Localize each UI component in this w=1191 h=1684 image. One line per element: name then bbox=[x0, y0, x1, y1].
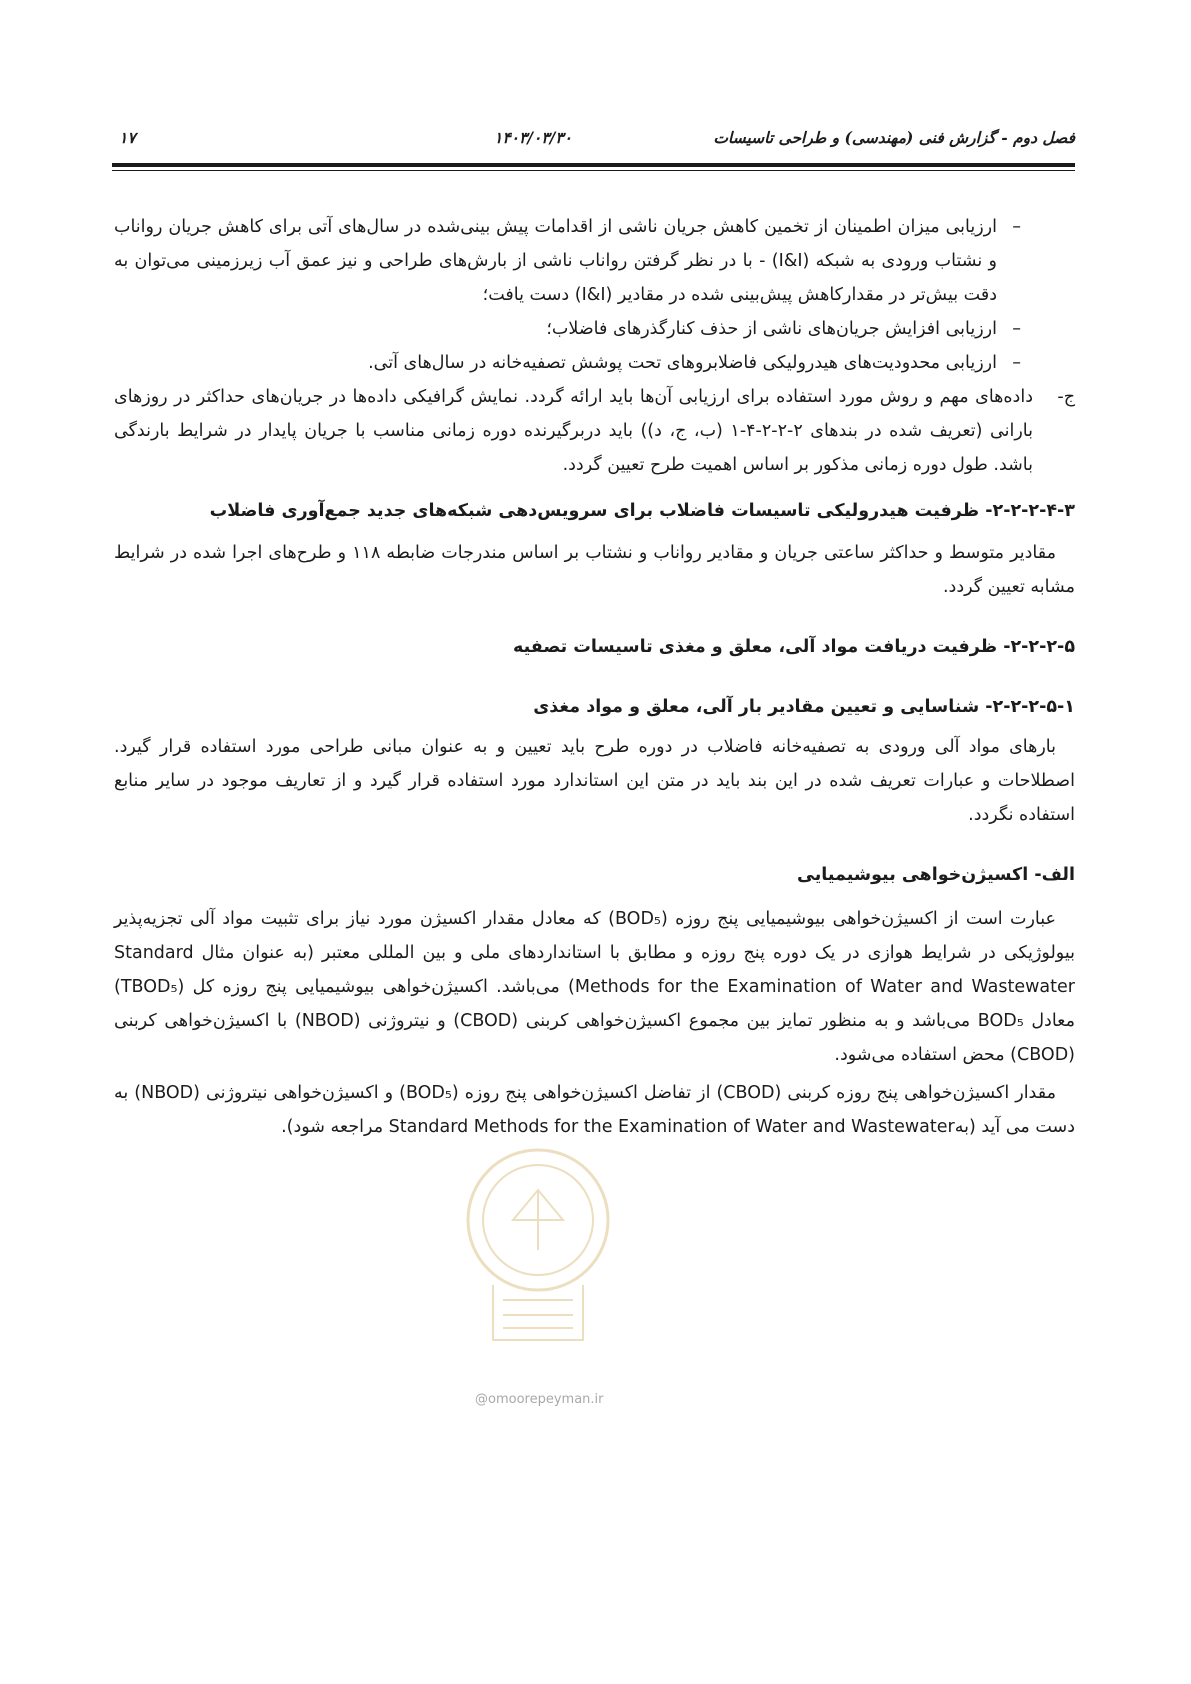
paragraph: مقادیر متوسط و حداکثر ساعتی جریان و مقادیر رواناب و نشتاب بر اساس مندرجات ضابطه ۱۱۸ و طرح‌های اجرا شده در شرایط مشابه تعیین گردد. bbox=[114, 543, 1075, 597]
list-item-text: داده‌های مهم و روش مورد استفاده برای ارزیابی آن‌ها باید ارائه گردد. نمایش گرافیکی داده‌ها در جریان‌های حداکثر در روزهای بارانی (تعریف شده در بندهای ۲-۲-۲-۴-۱ (ب، ج، د)) باید دربرگیرنده دوره زمانی مناسب با جریان پایدار در شرایط بارندگی باشد. طول دوره زمانی مذکور بر اساس اهمیت طرح تعیین گردد. bbox=[114, 387, 1033, 475]
page-header bbox=[112, 128, 1075, 150]
page-number: ۱۷ bbox=[119, 128, 136, 147]
watermark-logo bbox=[443, 1110, 633, 1360]
paragraph: مقدار اکسیژن‌خواهی پنج روزه کربنی (CBOD) از تفاضل اکسیژن‌خواهی پنج روزه (BOD₅) و اکسیژن‌خواهی نیتروژنی (NBOD) به دست می آید (بهStandard Methods for the Examination of Water and Wastewater مراجعه شود). bbox=[114, 1083, 1075, 1137]
dash-marker: – bbox=[1012, 217, 1021, 237]
list-item-text: ارزیابی محدودیت‌های هیدرولیکی فاضلابروهای تحت پوشش تصفیه‌خانه در سال‌های آتی. bbox=[368, 353, 997, 373]
dash-marker: – bbox=[1012, 319, 1021, 339]
watermark-url: @omoorepeyman.ir bbox=[475, 1392, 604, 1407]
dash-marker: – bbox=[1012, 353, 1021, 373]
header-date: ۱۴۰۳/۰۳/۳۰ bbox=[494, 128, 572, 147]
header-rule-thin bbox=[112, 170, 1075, 171]
list-item bbox=[114, 312, 1075, 346]
paragraph: بارهای مواد آلی ورودی به تصفیه‌خانه فاضلاب در دوره طرح باید تعیین و به عنوان مبانی طراحی مورد استفاده قرار گیرد. اصطلاحات و عبارات تعریف شده در این بند باید در متن این استاندارد مورد استفاده قرار گیرد و از تعاریف موجود در سایر منابع استفاده نگردد. bbox=[114, 737, 1075, 825]
je-marker: ج- bbox=[1057, 387, 1075, 407]
paragraph: عبارت است از اکسیژن‌خواهی بیوشیمیایی پنج روزه (BOD₅) که معادل مقدار اکسیژن مورد نیاز برای تثبیت مواد آلی تجزیه‌پذیر بیولوژیکی در شرایط هوازی در یک دوره پنج روزه و مطابق با استانداردهای ملی و بین المللی معتبر (به عنوان مثال Standard Methods for the Examination of Water and Wastewater) می‌باشد. اکسیژن‌خواهی بیوشیمیایی پنج روزه کل (TBOD₅) معادل BOD₅ می‌باشد و به منظور تمایز بین مجموع اکسیژن‌خواهی کربنی (CBOD) و نیتروژنی (NBOD) با اکسیژن‌خواهی کربنی (CBOD) محض استفاده می‌شود. bbox=[114, 909, 1075, 1065]
list-item bbox=[114, 346, 1075, 380]
chapter-title: فصل دوم - گزارش فنی (مهندسی) و طراحی تاسیسات bbox=[713, 128, 1075, 147]
list-item-text: ارزیابی افزایش جریان‌های ناشی از حذف کنارگذرهای فاضلاب؛ bbox=[546, 319, 997, 339]
list-item-je bbox=[114, 380, 1075, 482]
list-item bbox=[114, 210, 1075, 312]
header-rule-thick bbox=[112, 163, 1075, 167]
section-heading: الف- اکسیژن‌خواهی بیوشیمیایی bbox=[797, 865, 1075, 885]
section-heading: ۲-۲-۲-۵-۱- شناسایی و تعیین مقادیر بار آلی، معلق و مواد مغذی bbox=[533, 697, 1075, 717]
section-heading: ۲-۲-۲-۵- ظرفیت دریافت مواد آلی، معلق و مغذی تاسیسات تصفیه bbox=[513, 637, 1075, 657]
list-item-text: ارزیابی میزان اطمینان از تخمین کاهش جریان ناشی از اقدامات پیش بینی‌شده در سال‌های آتی برای کاهش جریان رواناب و نشتاب ورودی به شبکه (I&I) - با در نظر گرفتن رواناب ناشی از بارش‌های طراحی و نیز عمق آب زیرزمینی می‌توان به دقت بیش‌تر در مقدارکاهش پیش‌بینی شده در مقادیر (I&I) دست یافت؛ bbox=[114, 217, 998, 305]
document-body bbox=[114, 210, 1075, 1144]
section-heading: ۲-۲-۲-۴-۳- ظرفیت هیدرولیکی تاسیسات فاضلاب برای سرویس‌دهی شبکه‌های جدید جمع‌آوری فاضلاب bbox=[209, 501, 1075, 521]
